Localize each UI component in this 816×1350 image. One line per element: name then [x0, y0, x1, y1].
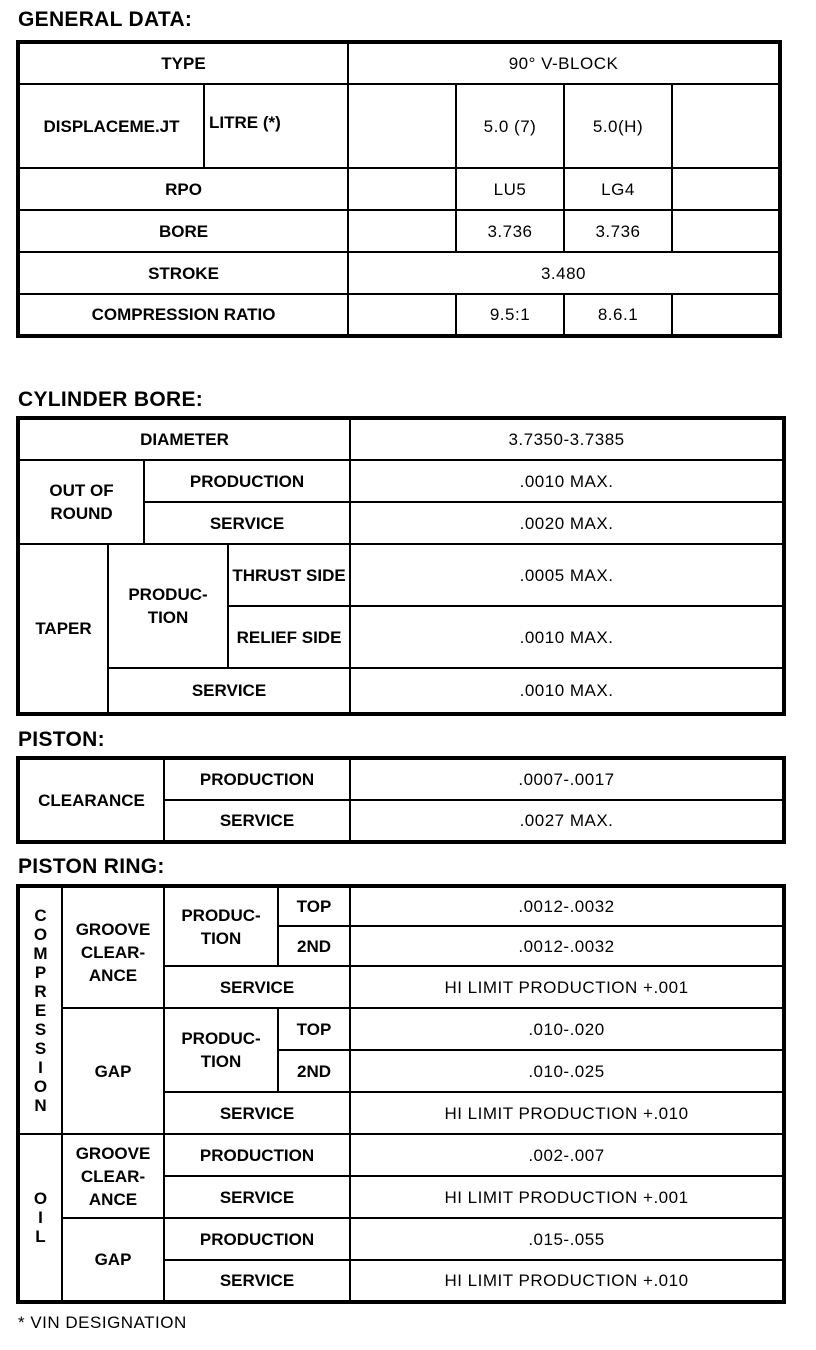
vin-designation-footnote: * VIN DESIGNATION — [18, 1313, 187, 1332]
general-data-heading: GENERAL DATA: — [18, 8, 193, 31]
stroke-label: STROKE — [18, 252, 348, 294]
piston-heading: PISTON: — [18, 728, 105, 751]
piston-service-value: .0027 MAX. — [350, 800, 784, 842]
oil-gap-production-label: PRODUCTION — [164, 1218, 350, 1260]
oil-groove-production-value: .002-.007 — [350, 1134, 784, 1176]
comp-groove-2nd-value: .0012-.0032 — [350, 926, 784, 966]
relief-side-label: RELIEF SIDE — [228, 606, 350, 668]
oil-gap-service-label: SERVICE — [164, 1260, 350, 1302]
rpo-label: RPO — [18, 168, 348, 210]
thrust-side-value: .0005 MAX. — [350, 544, 784, 606]
comp-groove-2nd-label: 2ND — [278, 926, 350, 966]
piston-table — [16, 756, 786, 844]
piston-ring-heading: PISTON RING: — [18, 855, 165, 878]
oor-service-value: .0020 MAX. — [350, 502, 784, 544]
general-data-table — [16, 40, 782, 338]
piston-service-label: SERVICE — [164, 800, 350, 842]
displacement-value-1: 5.0 (7) — [456, 84, 564, 168]
taper-service-value: .0010 MAX. — [350, 668, 784, 714]
compression-vertical-label: C O M P R E S S I O N — [18, 886, 62, 1134]
oil-gap-label: GAP — [62, 1218, 164, 1302]
comp-gap-service-label: SERVICE — [164, 1092, 350, 1134]
oil-groove-service-label: SERVICE — [164, 1176, 350, 1218]
comp-groove-production-label: PRODUC- TION — [164, 886, 278, 966]
oil-groove-service-value: HI LIMIT PRODUCTION +.001 — [350, 1176, 784, 1218]
comp-groove-top-label: TOP — [278, 886, 350, 926]
displacement-label: DISPLACEME.JT — [18, 84, 204, 168]
comp-gap-2nd-value: .010-.025 — [350, 1050, 784, 1092]
oil-groove-clearance-label: GROOVE CLEAR- ANCE — [62, 1134, 164, 1218]
diameter-value: 3.7350-3.7385 — [350, 418, 784, 460]
bore-label: BORE — [18, 210, 348, 252]
comp-gap-top-label: TOP — [278, 1008, 350, 1050]
comp-gap-production-label: PRODUC- TION — [164, 1008, 278, 1092]
stroke-value: 3.480 — [348, 252, 780, 294]
oil-vertical-label: O I L — [18, 1134, 62, 1302]
litre-label: LITRE (*) — [204, 84, 348, 168]
blank-cell — [672, 168, 780, 210]
type-value: 90° V-BLOCK — [348, 42, 780, 84]
taper-label: TAPER — [18, 544, 108, 714]
oor-production-value: .0010 MAX. — [350, 460, 784, 502]
relief-side-value: .0010 MAX. — [350, 606, 784, 668]
blank-cell — [672, 210, 780, 252]
diameter-label: DIAMETER — [18, 418, 350, 460]
blank-cell — [672, 84, 780, 168]
taper-production-label: PRODUC- TION — [108, 544, 228, 668]
comp-groove-service-label: SERVICE — [164, 966, 350, 1008]
blank-cell — [348, 84, 456, 168]
oor-service-label: SERVICE — [144, 502, 350, 544]
oil-groove-production-label: PRODUCTION — [164, 1134, 350, 1176]
compression-ratio-label: COMPRESSION RATIO — [18, 294, 348, 336]
bore-value-2: 3.736 — [564, 210, 672, 252]
blank-cell — [348, 294, 456, 336]
clearance-label: CLEARANCE — [18, 758, 164, 842]
comp-gap-2nd-label: 2ND — [278, 1050, 350, 1092]
comp-groove-top-value: .0012-.0032 — [350, 886, 784, 926]
comp-gap-top-value: .010-.020 — [350, 1008, 784, 1050]
displacement-value-2: 5.0(H) — [564, 84, 672, 168]
piston-production-label: PRODUCTION — [164, 758, 350, 800]
type-label: TYPE — [18, 42, 348, 84]
oor-production-label: PRODUCTION — [144, 460, 350, 502]
cylinder-bore-heading: CYLINDER BORE: — [18, 388, 204, 411]
comp-gap-service-value: HI LIMIT PRODUCTION +.010 — [350, 1092, 784, 1134]
blank-cell — [348, 168, 456, 210]
oil-gap-service-value: HI LIMIT PRODUCTION +.010 — [350, 1260, 784, 1302]
bore-value-1: 3.736 — [456, 210, 564, 252]
blank-cell — [348, 210, 456, 252]
piston-ring-table — [16, 884, 786, 1304]
comp-groove-service-value: HI LIMIT PRODUCTION +.001 — [350, 966, 784, 1008]
out-of-round-label: OUT OF ROUND — [18, 460, 144, 544]
comp-groove-clearance-label: GROOVE CLEAR- ANCE — [62, 886, 164, 1008]
oil-gap-production-value: .015-.055 — [350, 1218, 784, 1260]
piston-production-value: .0007-.0017 — [350, 758, 784, 800]
cylinder-bore-table — [16, 416, 786, 716]
rpo-value-2: LG4 — [564, 168, 672, 210]
taper-service-label: SERVICE — [108, 668, 350, 714]
compression-ratio-value-1: 9.5:1 — [456, 294, 564, 336]
compression-ratio-value-2: 8.6.1 — [564, 294, 672, 336]
blank-cell — [672, 294, 780, 336]
thrust-side-label: THRUST SIDE — [228, 544, 350, 606]
rpo-value-1: LU5 — [456, 168, 564, 210]
comp-gap-label: GAP — [62, 1008, 164, 1134]
